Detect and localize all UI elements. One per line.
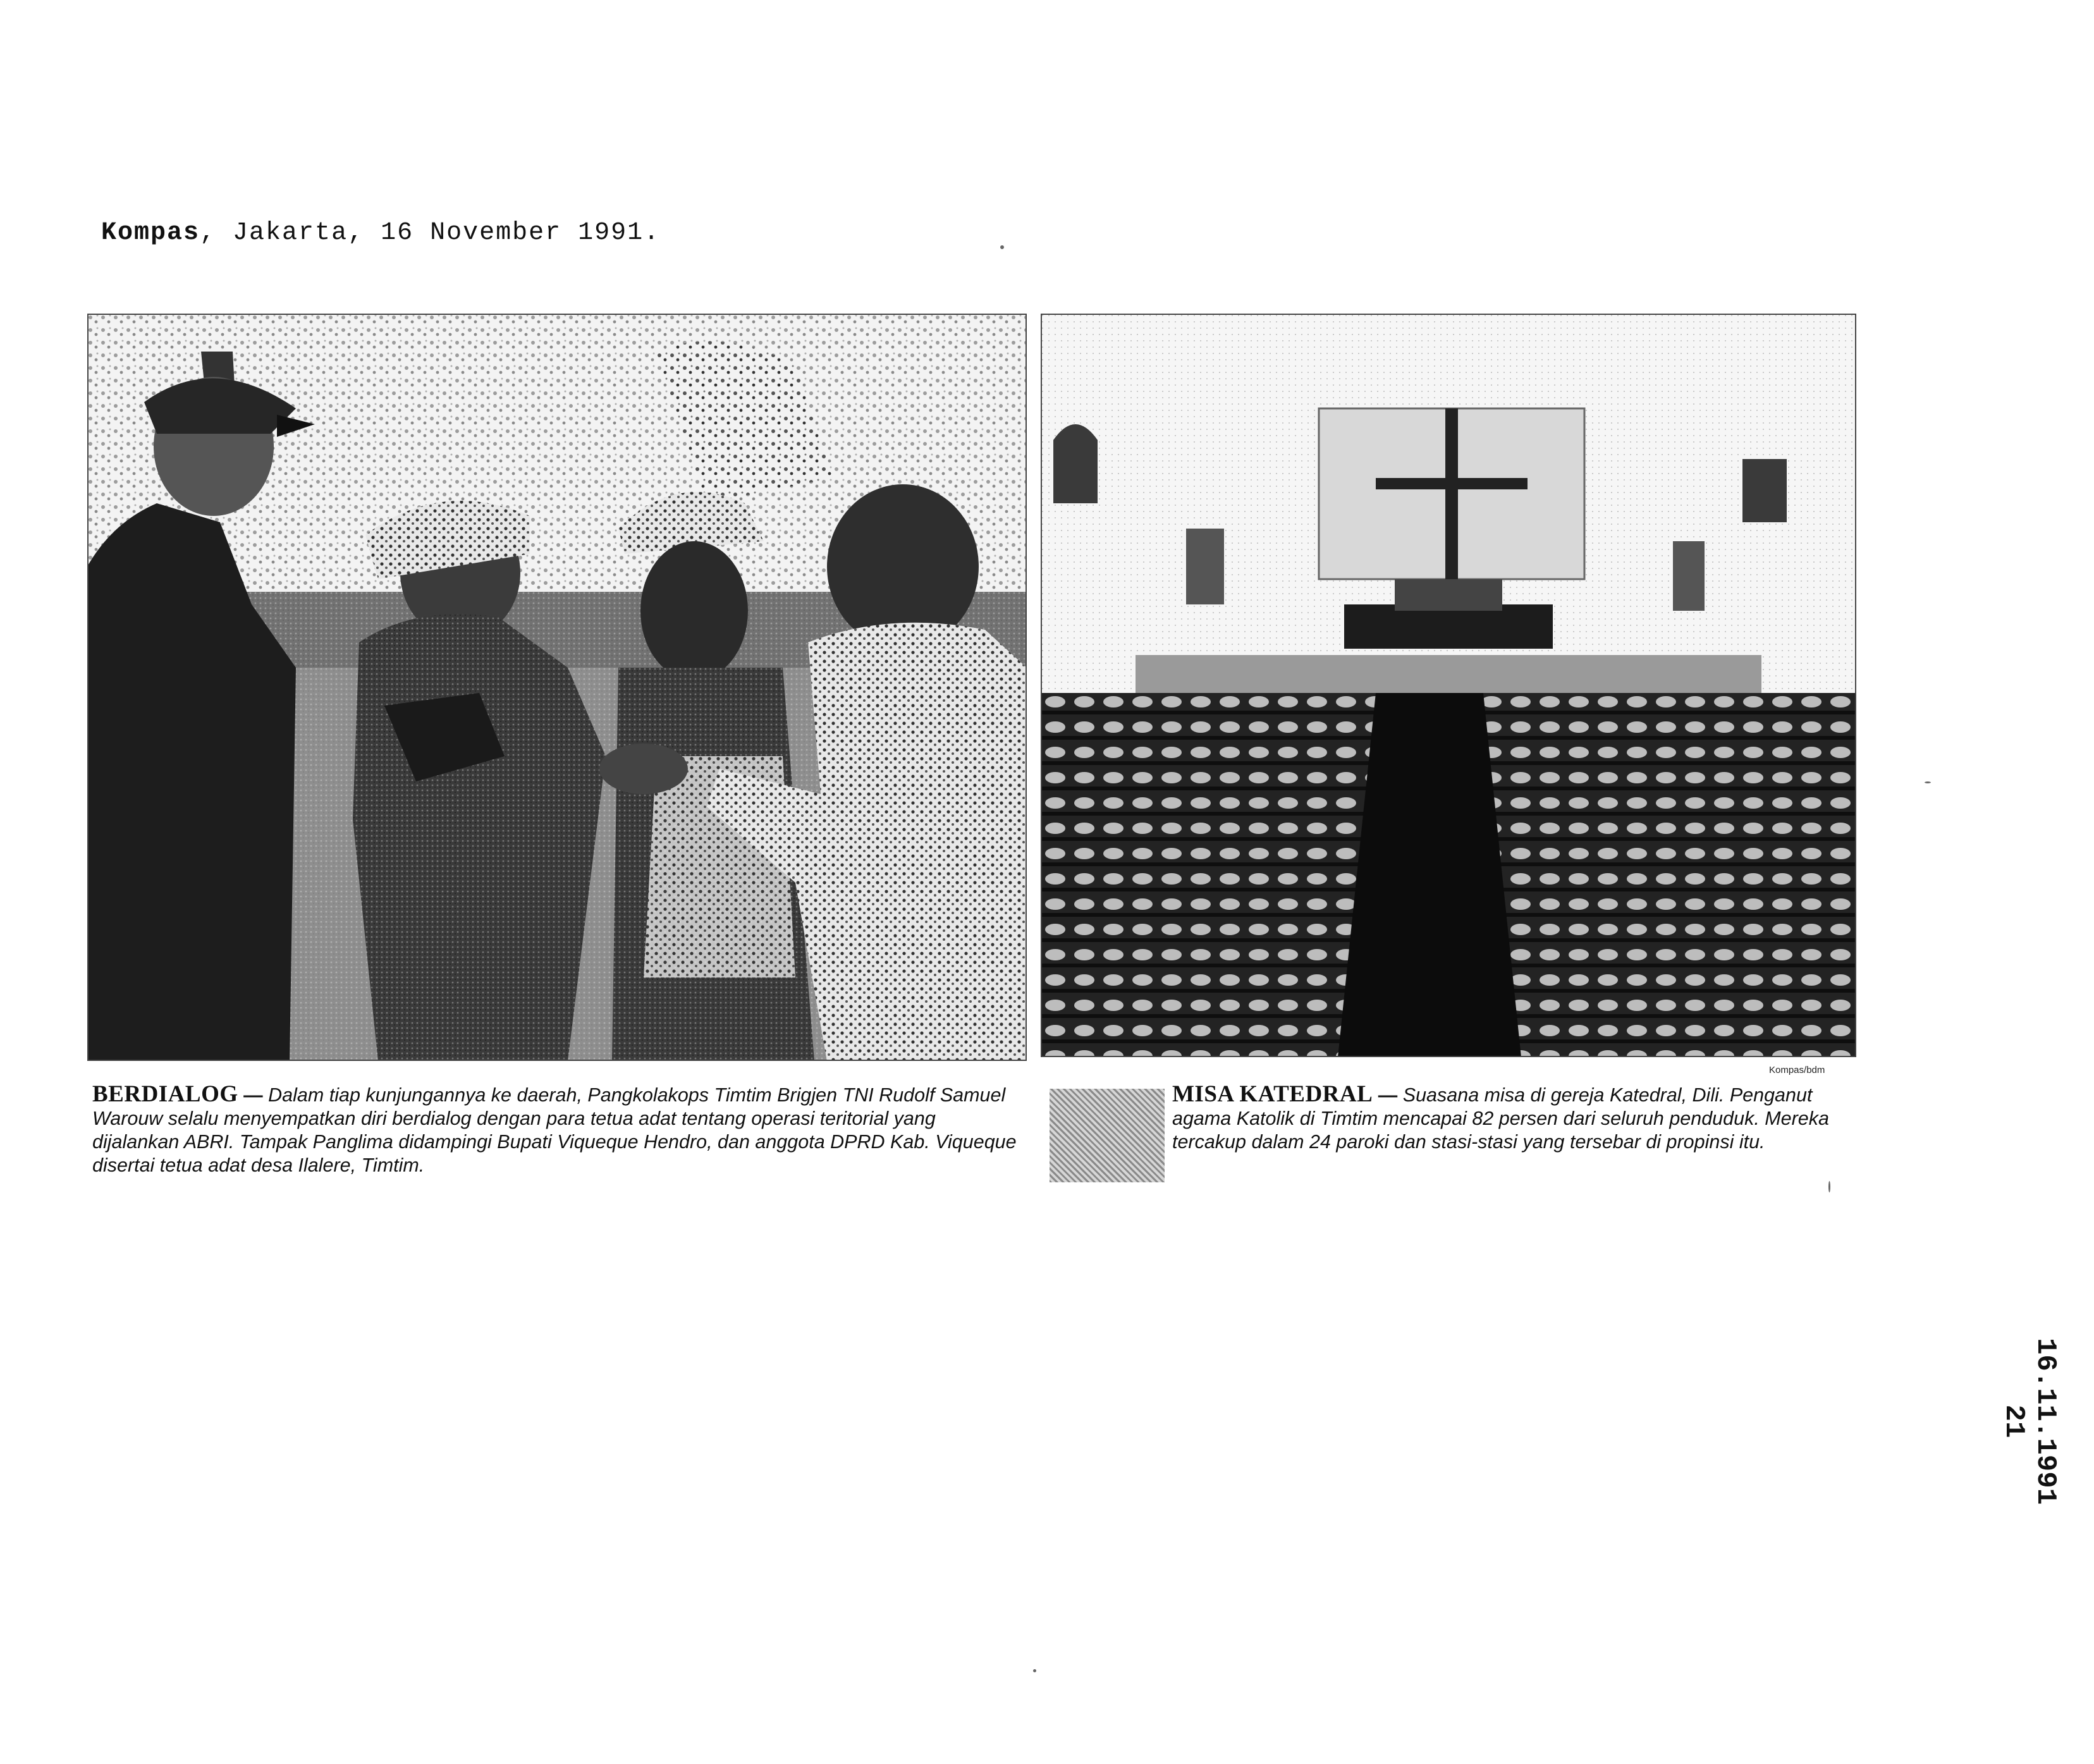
- photo-misa-katedral-image: [1041, 314, 1856, 1057]
- archive-stamp-page: 21: [1998, 1404, 2030, 1438]
- caption-berdialog: [92, 1082, 1022, 1177]
- publication-name: Kompas: [101, 219, 200, 247]
- caption-misa-katedral-title: MISA KATEDRAL: [1172, 1081, 1373, 1107]
- scan-speck: [1000, 245, 1004, 249]
- caption-misa-katedral-dash: —: [1378, 1084, 1398, 1106]
- caption-berdialog-title: BERDIALOG: [92, 1081, 238, 1107]
- photo-berdialog: [87, 314, 1027, 1061]
- photo-credit: Kompas/bdm: [1769, 1065, 1825, 1075]
- archive-stamp-date: 16.11.1991: [2030, 1337, 2061, 1505]
- archive-stamp: [1998, 1333, 2061, 1505]
- scan-speck: [1925, 781, 1931, 783]
- caption-misa-katedral-body: Suasana misa di gereja Katedral, Dili. Penganut agama Katolik di Timtim mencapai 82 persen dari seluruh penduduk. Mereka tercakup dalam 24 paroki dan stasi-stasi yang tersebar di propinsi itu.: [1172, 1084, 1829, 1153]
- scan-speck: [1828, 1181, 1830, 1192]
- caption-misa-katedral: [1172, 1082, 1859, 1154]
- publication-place-date: , Jakarta, 16 November 1991.: [200, 219, 661, 247]
- photo-misa-katedral: [1041, 314, 1856, 1057]
- photo-berdialog-image: [87, 314, 1027, 1061]
- caption-berdialog-body: Dalam tiap kunjungannya ke daerah, Pangkolakops Timtim Brigjen TNI Rudolf Samuel Warouw selalu menyempatkan diri berdialog dengan para tetua adat tentang operasi teritorial yang dijalankan ABRI. Tampak Panglima didampingi Bupati Viqueque Hendro, dan anggota DPRD Kab. Viqueque disertai tetua adat desa Ilalere, Timtim.: [92, 1084, 1017, 1176]
- scan-speck: [1033, 1669, 1036, 1672]
- caption-halftone-block: [1050, 1089, 1165, 1182]
- clipping-header: [101, 219, 660, 247]
- caption-berdialog-dash: —: [243, 1084, 263, 1106]
